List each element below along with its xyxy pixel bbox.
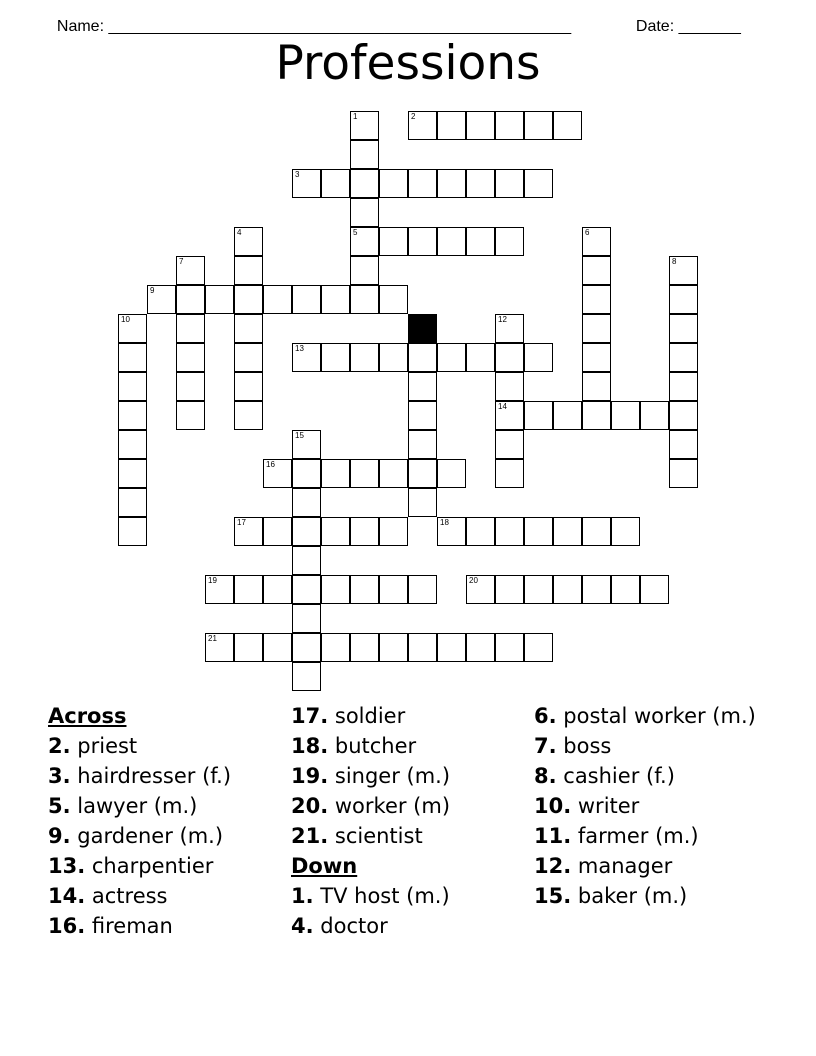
grid-cell[interactable] [524,343,553,372]
grid-cell[interactable] [379,285,408,314]
grid-cell[interactable] [582,227,611,256]
grid-cell[interactable] [118,372,147,401]
grid-cell[interactable] [350,343,379,372]
grid-cell[interactable] [234,575,263,604]
clue-number: 20 [469,576,478,585]
grid-cell[interactable] [118,430,147,459]
grid-cell[interactable] [350,633,379,662]
clue-item-text: writer [571,794,640,818]
grid-cell[interactable] [234,314,263,343]
clue-item [534,761,774,791]
grid-cell[interactable] [495,169,524,198]
grid-cell[interactable] [118,401,147,430]
grid-cell[interactable] [669,401,698,430]
clue-item [291,791,527,821]
grid-cell[interactable] [524,575,553,604]
name-field [48,0,571,36]
grid-cell[interactable] [176,314,205,343]
grid-cell[interactable] [611,517,640,546]
clue-item-text: postal worker (m.) [556,704,756,728]
grid-cell[interactable] [582,314,611,343]
clue-item-text: actress [85,884,168,908]
clue-item-number: 2. [48,734,71,758]
grid-cell[interactable] [466,517,495,546]
date-field [627,0,741,36]
grid-cell[interactable] [321,343,350,372]
clue-item-text: soldier [328,704,406,728]
grid-cell[interactable] [466,633,495,662]
grid-cell[interactable] [263,575,292,604]
grid-cell[interactable] [495,314,524,343]
grid-cell[interactable] [437,169,466,198]
clue-item-number: 14. [48,884,86,908]
grid-cell[interactable] [582,256,611,285]
grid-cell[interactable] [263,285,292,314]
grid-cell[interactable] [234,633,263,662]
grid-cell[interactable] [118,343,147,372]
clue-item [48,761,284,791]
grid-cell[interactable] [408,459,437,488]
grid-cell[interactable] [234,343,263,372]
grid-cell[interactable] [495,227,524,256]
grid-cell[interactable] [234,227,263,256]
grid-cell[interactable] [350,169,379,198]
grid-cell[interactable] [437,633,466,662]
grid-cell[interactable] [408,633,437,662]
grid-cell[interactable] [495,633,524,662]
grid-cell[interactable] [669,430,698,459]
clue-item [48,851,284,881]
clue-item [291,881,527,911]
grid-cell[interactable] [466,343,495,372]
grid-cell[interactable] [118,314,147,343]
clue-item-number: 18. [291,734,329,758]
grid-cell[interactable] [408,169,437,198]
grid-cell[interactable] [669,459,698,488]
clue-item-text: fireman [85,914,173,938]
clue-item [534,851,774,881]
grid-cell[interactable] [176,401,205,430]
grid-cell[interactable] [292,633,321,662]
grid-cell[interactable] [524,401,553,430]
clue-number: 15 [295,431,304,440]
grid-cell[interactable] [379,227,408,256]
grid-cell[interactable] [263,517,292,546]
grid-cell[interactable] [611,575,640,604]
grid-cell[interactable] [582,575,611,604]
clue-item [291,761,527,791]
clue-item-number: 9. [48,824,71,848]
grid-cell[interactable] [292,459,321,488]
clue-item-number: 12. [534,854,572,878]
grid-cell[interactable] [553,111,582,140]
grid-cell[interactable] [582,285,611,314]
grid-cell[interactable] [350,256,379,285]
grid-cell[interactable] [234,256,263,285]
clue-item-number: 16. [48,914,86,938]
clue-item-number: 15. [534,884,572,908]
clue-item-text: manager [571,854,673,878]
clue-number: 2 [411,112,416,121]
grid-cell[interactable] [350,459,379,488]
grid-cell[interactable] [292,430,321,459]
grid-cell[interactable] [292,575,321,604]
clue-item-text: lawyer (m.) [70,794,198,818]
grid-cell[interactable] [292,546,321,575]
grid-cell[interactable] [582,372,611,401]
grid-cell[interactable] [466,169,495,198]
grid-cell[interactable] [379,517,408,546]
grid-cell[interactable] [408,401,437,430]
grid-cell[interactable] [350,140,379,169]
grid-cell[interactable] [205,285,234,314]
grid-cell[interactable] [408,488,437,517]
grid-cell[interactable] [292,343,321,372]
clue-item-number: 20. [291,794,329,818]
grid-cell[interactable] [640,401,669,430]
grid-cell[interactable] [176,256,205,285]
clue-item-text: singer (m.) [328,764,451,788]
clue-item-number: 11. [534,824,572,848]
clue-item [48,791,284,821]
grid-cell[interactable] [234,372,263,401]
grid-cell[interactable] [437,343,466,372]
clue-item-number: 21. [291,824,329,848]
clue-item-text: farmer (m.) [571,824,699,848]
clue-number: 14 [498,402,507,411]
grid-cell[interactable] [466,575,495,604]
grid-cell[interactable] [321,285,350,314]
clue-item-text: hairdresser (f.) [70,764,232,788]
grid-cell[interactable] [263,633,292,662]
clue-item-text: doctor [313,914,388,938]
grid-cell[interactable] [582,343,611,372]
grid-cell[interactable] [205,633,234,662]
clue-item-text: boss [556,734,612,758]
clue-number: 13 [295,344,304,353]
clue-number: 6 [585,228,590,237]
grid-cell[interactable] [437,517,466,546]
clue-item-text: charpentier [85,854,214,878]
grid-cell[interactable] [495,111,524,140]
grid-cell[interactable] [350,575,379,604]
grid-cell[interactable] [321,169,350,198]
clue-number: 16 [266,460,275,469]
clue-number: 21 [208,634,217,643]
clue-item [534,881,774,911]
name-label: Name: [56,18,109,35]
grid-cell[interactable] [495,372,524,401]
date-blank[interactable]: _______ [678,18,741,35]
grid-cell[interactable] [379,343,408,372]
clue-number: 18 [440,518,449,527]
clue-item-number: 10. [534,794,572,818]
grid-cell[interactable] [292,169,321,198]
clue-item [534,791,774,821]
clue-item [291,731,527,761]
clue-item-number: 6. [534,704,557,728]
clue-number: 19 [208,576,217,585]
grid-cell[interactable] [582,401,611,430]
clue-number: 3 [295,170,300,179]
grid-cell[interactable] [408,372,437,401]
clue-item-number: 5. [48,794,71,818]
grid-cell[interactable] [292,604,321,633]
clue-item-text: worker (m) [328,794,451,818]
grid-cell[interactable] [553,401,582,430]
grid-cell[interactable] [495,517,524,546]
grid-cell[interactable] [669,256,698,285]
grid-cell[interactable] [292,662,321,691]
grid-cell[interactable] [176,285,205,314]
clue-item-text: gardener (m.) [70,824,224,848]
clue-item-text: TV host (m.) [313,884,450,908]
clue-item [534,821,774,851]
grid-cell[interactable] [321,633,350,662]
clue-item-number: 4. [291,914,314,938]
clue-item [48,821,284,851]
grid-cell[interactable] [495,459,524,488]
grid-cell[interactable] [437,111,466,140]
clues-column-1 [48,701,284,941]
grid-cell[interactable] [292,488,321,517]
clue-item [534,731,774,761]
clue-item-number: 8. [534,764,557,788]
grid-cell[interactable] [234,517,263,546]
clue-item-number: 17. [291,704,329,728]
grid-cell[interactable] [321,459,350,488]
grid-cell[interactable] [118,459,147,488]
grid-cell[interactable] [350,111,379,140]
grid-cell[interactable] [176,343,205,372]
grid-cell[interactable] [640,575,669,604]
clue-item [291,821,527,851]
clue-item-number: 13. [48,854,86,878]
clue-item [48,911,284,941]
name-blank[interactable]: ____________________________________________________ [108,18,572,35]
grid-cell[interactable] [669,285,698,314]
clue-item-text: butcher [328,734,417,758]
date-label: Date: [635,18,679,35]
grid-cell[interactable] [234,401,263,430]
clue-item [48,881,284,911]
grid-cell[interactable] [495,343,524,372]
grid-cell[interactable] [176,372,205,401]
clue-item [291,911,527,941]
grid-cell[interactable] [350,227,379,256]
grid-cell[interactable] [466,227,495,256]
grid-cell[interactable] [553,575,582,604]
grid-cell[interactable] [495,430,524,459]
clue-number: 7 [179,257,184,266]
grid-cell[interactable] [408,227,437,256]
grid-cell[interactable] [408,111,437,140]
grid-cell[interactable] [437,459,466,488]
clue-number: 8 [672,257,677,266]
grid-cell[interactable] [669,314,698,343]
grid-cell[interactable] [408,343,437,372]
grid-cell[interactable] [147,285,176,314]
grid-cell[interactable] [350,198,379,227]
grid-cell[interactable] [379,459,408,488]
across-heading: Across [48,704,127,728]
grid-cell[interactable] [466,111,495,140]
black-cell [408,314,437,343]
grid-cell[interactable] [234,285,263,314]
clue-item-number: 3. [48,764,71,788]
grid-cell[interactable] [292,285,321,314]
clue-number: 5 [353,228,358,237]
grid-cell[interactable] [379,633,408,662]
down-heading: Down [291,854,358,878]
grid-cell[interactable] [350,285,379,314]
grid-cell[interactable] [205,575,234,604]
grid-cell[interactable] [524,517,553,546]
grid-cell[interactable] [611,401,640,430]
clues-column-2 [291,701,527,941]
grid-cell[interactable] [669,343,698,372]
clue-item [48,731,284,761]
clue-number: 10 [121,315,130,324]
clue-number: 17 [237,518,246,527]
clue-number: 4 [237,228,242,237]
clues-column-3 [534,701,774,911]
grid-cell[interactable] [669,372,698,401]
grid-cell[interactable] [437,227,466,256]
grid-cell[interactable] [321,575,350,604]
clue-item-text: cashier (f.) [556,764,675,788]
grid-cell[interactable] [350,517,379,546]
clue-item-text: baker (m.) [571,884,688,908]
grid-cell[interactable] [524,633,553,662]
grid-cell[interactable] [408,430,437,459]
grid-cell[interactable] [553,517,582,546]
grid-cell[interactable] [379,169,408,198]
grid-cell[interactable] [118,488,147,517]
page-title: Professions [275,36,541,91]
grid-cell[interactable] [292,517,321,546]
grid-cell[interactable] [582,517,611,546]
clue-item [534,701,774,731]
grid-cell[interactable] [524,111,553,140]
clue-item-number: 1. [291,884,314,908]
grid-cell[interactable] [408,575,437,604]
clue-number: 12 [498,315,507,324]
clue-number: 1 [353,112,358,121]
grid-cell[interactable] [118,517,147,546]
grid-cell[interactable] [321,517,350,546]
grid-cell[interactable] [495,401,524,430]
clue-item-text: scientist [328,824,423,848]
grid-cell[interactable] [524,169,553,198]
clue-item-text: priest [70,734,138,758]
grid-cell[interactable] [379,575,408,604]
grid-cell[interactable] [495,575,524,604]
clue-item-number: 19. [291,764,329,788]
clue-item-number: 7. [534,734,557,758]
clue-number: 9 [150,286,155,295]
clue-item [291,701,527,731]
grid-cell[interactable] [263,459,292,488]
